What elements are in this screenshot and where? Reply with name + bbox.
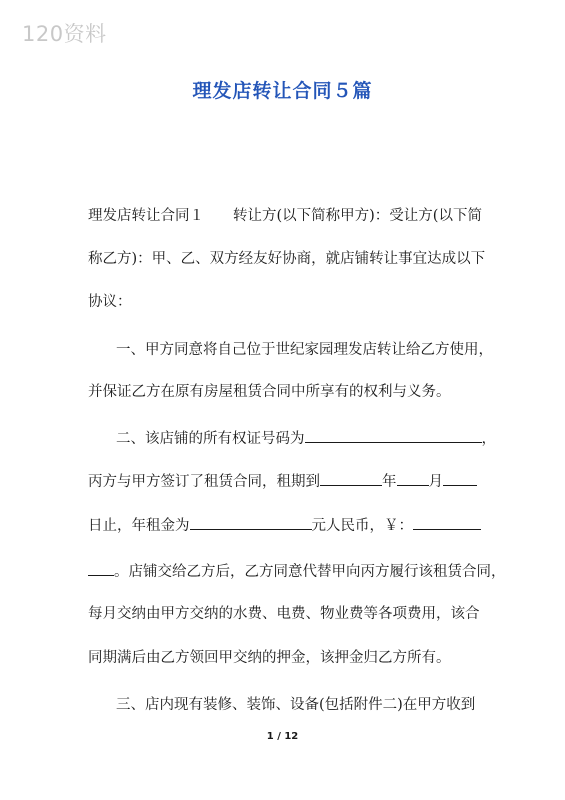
blank-rent-amount-continued	[88, 561, 114, 576]
blank-rent-amount	[413, 515, 481, 530]
clause-1-line-1: 一、甲方同意将自己位于世纪家园理发店转让给乙方使用，	[116, 342, 493, 358]
clause-2-line-2	[88, 471, 488, 492]
page-indicator: 1 / 12	[266, 731, 299, 742]
blank-lease-day	[443, 471, 477, 486]
clause-2-line-1	[116, 428, 496, 449]
paragraph-line-2: 称乙方)：甲、乙、双方经友好协商，就店铺转让事宜达成以下	[88, 251, 486, 267]
clause-2-line-3	[88, 515, 488, 536]
clause-2-line-6: 同期满后由乙方领回甲交纳的押金，该押金归乙方所有。	[88, 650, 451, 666]
clause-2-text-b: ，	[481, 431, 496, 447]
clause-3-line-1: 三、店内现有装修、装饰、设备(包括附件二)在甲方收到	[116, 697, 476, 713]
paragraph-line-1: 理发店转让合同１ 转让方(以下简称甲方)：受让方(以下简	[88, 208, 482, 224]
blank-annual-rent	[190, 515, 312, 530]
paragraph-line-3: 协议：	[88, 294, 132, 310]
clause-2-text-month: 月	[428, 474, 443, 490]
clause-2-text-e: 元人民币，￥：	[311, 518, 413, 534]
blank-lease-year	[320, 471, 382, 486]
clause-2-text-c: 丙方与甲方签订了租赁合同，租期到	[88, 474, 320, 490]
clause-1-line-2: 并保证乙方在原有房屋租赁合同中所享有的权利与义务。	[88, 384, 451, 400]
clause-2-text-a: 二、该店铺的所有权证号码为	[116, 431, 305, 447]
document-title: 理发店转让合同５篇	[192, 80, 373, 102]
clause-2-text-year: 年	[382, 474, 397, 490]
clause-2-line-4	[88, 561, 506, 582]
watermark-logo: 120资料	[22, 22, 107, 46]
blank-lease-month	[397, 471, 429, 486]
clause-2-text-f: 。店铺交给乙方后，乙方同意代替甲向丙方履行该租赁合同，	[114, 564, 506, 580]
blank-certificate-number	[305, 428, 482, 443]
clause-2-text-d: 日止，年租金为	[88, 518, 190, 534]
clause-2-line-5: 每月交纳由甲方交纳的水费、电费、物业费等各项费用，该合	[88, 606, 480, 622]
